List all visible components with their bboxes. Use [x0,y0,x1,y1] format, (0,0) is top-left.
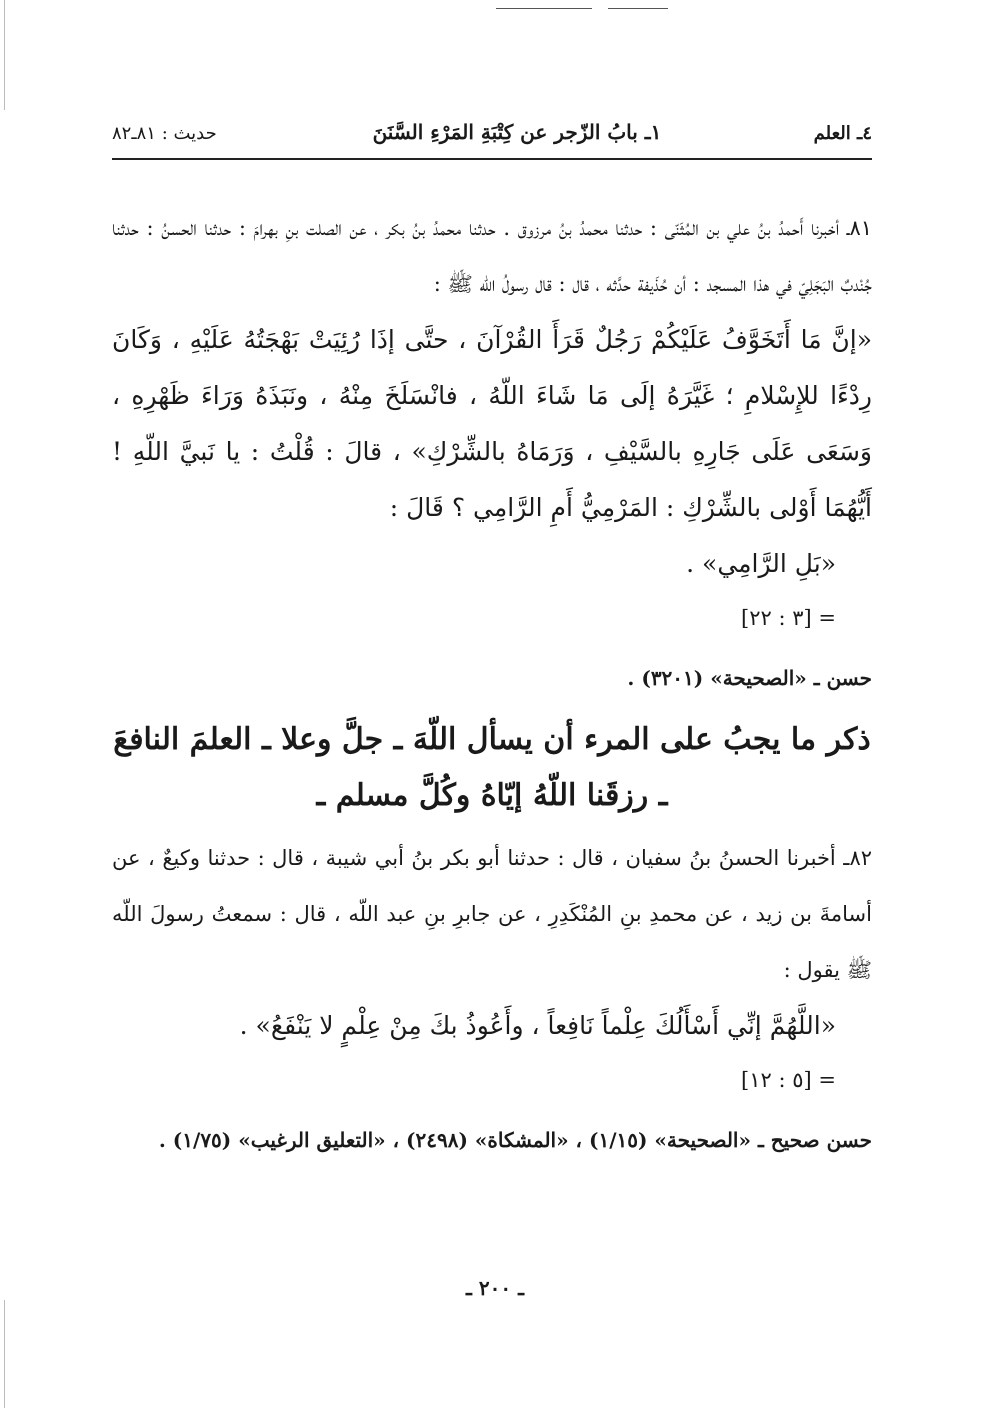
book-page [112,120,872,1168]
running-header [112,120,872,160]
hadith-range: حديث : ٨١ـ٨٢ [112,123,217,144]
hadith-82-matn: «اللَّهُمَّ إنِّي أَسْأَلُكَ عِلْماً نَافِعاً ، وأَعُوذُ بكَ مِنْ عِلْمٍ لا يَنْفَعُ» . [239,1011,836,1040]
section-heading-line-2: ـ رزقَنا اللّهُ إيّاهُ وكُلَّ مسلم ـ [316,778,668,813]
hadith-81-matn: «إنَّ مَا أَتَخَوَّفُ عَلَيْكُمْ رَجُلٌ قَرَأَ القُرْآنَ ، حتَّى إذَا رُئِيَتْ بَهْجَتُهُ عَلَيْهِ ، وَكَانَ رِدْءًا للإِسْلامِ ؛ غَيَّرَهُ إلَى مَا شَاءَ اللّهُ ، فانْسَلَخَ مِنْهُ ، ونَبَذَهُ وَرَاءَ ظَهْرِهِ ، وَسَعَى عَلَى جَارِهِ بالسَّيْفِ ، وَرَمَاهُ بالشِّرْكِ» ، قالَ : قُلْتُ : يا نَبيَّ اللّهِ ! أَيُّهُمَا أَوْلى بالشِّرْكِ : المَرْمِيُّ أَمِ الرَّامِي ؟ قَالَ : [112,325,872,522]
hadith-82-grade: حسن صحيح ـ «الصحيحة» (١/١٥) ، «المشكاة» (٢٤٩٨) ، «التعليق الرغيب» (١/٧٥) . [158,1128,872,1152]
bab-title: ١ـ بابُ الزّجر عن كِتْبَةِ المَرْءِ السَّنَنَ [372,120,662,144]
hadith-82-isnad: ٨٢ـ أخبرنا الحسنُ بنُ سفيان ، قال : حدثنا أبو بكر بنُ أبي شيبة ، قال : حدثنا وكيعٌ ، عن أسامةَ بن زيد ، عن محمدِ بنِ المُنْكَدِرِ ، عن جابرِ بنِ عبد اللّه ، قال : سمعتُ رسولَ اللّه ﷺ يقول : [112,846,872,982]
hadith-81-answer: «بَلِ الرَّامِي» . [686,549,836,578]
hadith-81-reference: = [٣ : ٢٢] [741,606,836,630]
scan-edge [4,0,5,110]
section-heading-line-1: ذكر ما يجبُ على المرء أن يسأل اللّهَ ـ جلَّ وعلا ـ العلمَ النافعَ [113,722,871,757]
page-content [112,200,872,1168]
hadith-81-isnad: ٨١ـ أخبرنا أَحمدُ بنُ علي بن المُثَنّى : حدثنا محمدُ بنُ مرزوق . حدثنا محمدُ بنُ بكر ، عن الصلت بنِ بهرامَ : حدثنا الحسنُ : حدثنا جُنْدبٌ البَجَلِيّ في هذا المسجد : أن حُذَيفة حدَّثه ، قال : قال رسولُ اللّه ﷺ : [112,216,872,296]
top-rule-short [608,8,668,9]
scan-edge-bottom [4,1300,5,1408]
page-number: ـ ٢٠٠ ـ [466,1276,524,1300]
hadith-82-reference: = [٥ : ١٢] [741,1068,836,1092]
hadith-81-grade: حسن ـ «الصحيحة» (٣٢٠١) . [627,666,872,690]
top-rule [496,8,592,9]
chapter-title: ٤ـ العلم [813,123,872,144]
section-heading [112,712,872,824]
